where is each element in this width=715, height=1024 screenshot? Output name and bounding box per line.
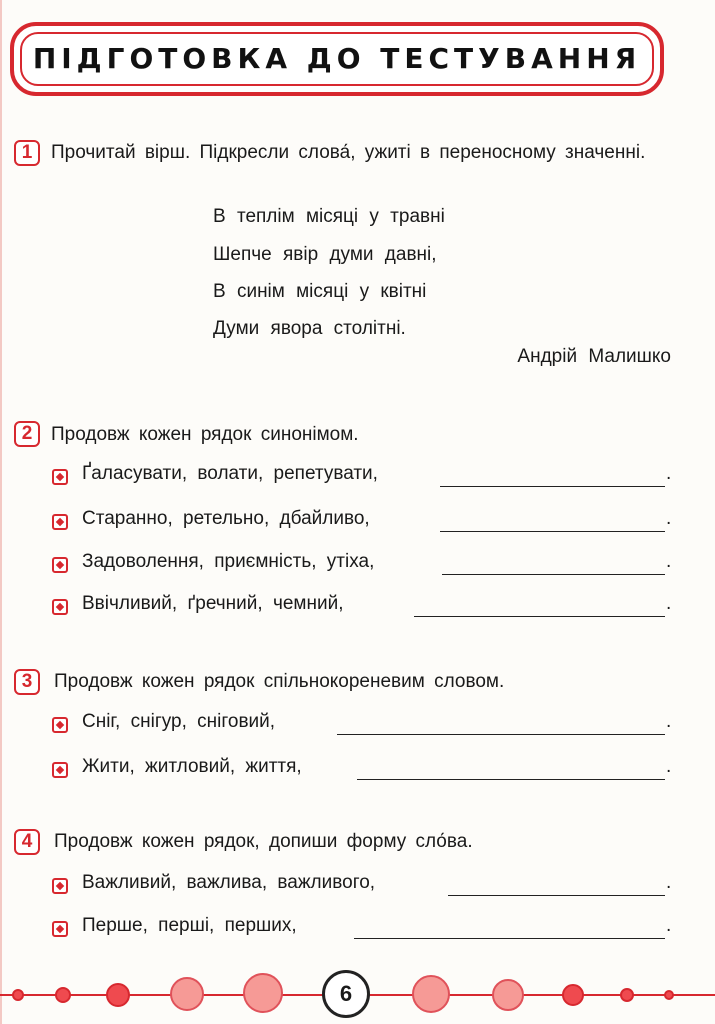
decor-dot <box>170 977 204 1011</box>
task-number: 4 <box>14 829 40 855</box>
answer-row <box>52 508 672 538</box>
decor-dot <box>55 987 71 1003</box>
row-prompt: Задоволення, приємність, утіха, <box>82 551 375 572</box>
bullet-icon <box>52 921 68 937</box>
bullet-icon <box>52 557 68 573</box>
answer-row <box>52 463 672 493</box>
task-instruction: Продовж кожен рядок синонімом. <box>51 424 359 445</box>
decor-dot <box>620 988 634 1002</box>
answer-row <box>52 872 672 902</box>
row-end-mark: . <box>666 872 672 893</box>
row-end-mark: . <box>666 508 672 529</box>
row-prompt: Ввічливий, ґречний, чемний, <box>82 593 344 614</box>
answer-blank[interactable] <box>440 531 665 532</box>
bullet-icon <box>52 514 68 530</box>
task-instruction: Прочитай вірш. Підкресли слова́, ужиті в переносному значенні. <box>51 142 646 163</box>
answer-blank[interactable] <box>337 734 665 735</box>
task-number: 2 <box>14 421 40 447</box>
answer-blank[interactable] <box>440 486 665 487</box>
decor-dot <box>106 983 130 1007</box>
decor-dot <box>243 973 283 1013</box>
poem-line: Шепче явір думи давні, <box>213 244 437 265</box>
answer-row <box>52 756 672 786</box>
task-instruction: Продовж кожен рядок, допиши форму сло́ва. <box>54 831 473 852</box>
bullet-icon <box>52 717 68 733</box>
page-number: 6 <box>322 970 370 1018</box>
answer-blank[interactable] <box>354 938 665 939</box>
decor-dot <box>562 984 584 1006</box>
row-prompt: Перше, перші, перших, <box>82 915 297 936</box>
task-instruction: Продовж кожен рядок спільнокореневим словом. <box>54 671 505 692</box>
header-banner <box>10 22 664 96</box>
decor-dot <box>412 975 450 1013</box>
row-prompt: Ґаласувати, волати, репетувати, <box>82 463 378 484</box>
row-end-mark: . <box>666 915 672 936</box>
decor-dot <box>12 989 24 1001</box>
task-number: 1 <box>14 140 40 166</box>
answer-row <box>52 915 672 945</box>
row-prompt: Жити, житловий, життя, <box>82 756 302 777</box>
answer-blank[interactable] <box>414 616 665 617</box>
decor-dot <box>664 990 674 1000</box>
answer-blank[interactable] <box>357 779 665 780</box>
bullet-icon <box>52 599 68 615</box>
poem-line: В синім місяці у квітні <box>213 281 427 302</box>
row-prompt: Старанно, ретельно, дбайливо, <box>82 508 370 529</box>
poem-line: Думи явора столітні. <box>213 318 406 339</box>
answer-row <box>52 551 672 581</box>
answer-row <box>52 593 672 623</box>
bullet-icon <box>52 762 68 778</box>
row-end-mark: . <box>666 551 672 572</box>
row-prompt: Сніг, снігур, сніговий, <box>82 711 276 732</box>
answer-blank[interactable] <box>448 895 665 896</box>
task-number: 3 <box>14 669 40 695</box>
row-end-mark: . <box>666 711 672 732</box>
row-end-mark: . <box>666 593 672 614</box>
decor-dot <box>492 979 524 1011</box>
answer-blank[interactable] <box>442 574 665 575</box>
bullet-icon <box>52 469 68 485</box>
page-title: ПІДГОТОВКА ДО ТЕСТУВАННЯ <box>32 42 642 75</box>
poem-author: Андрій Малишко <box>517 346 671 367</box>
poem-line: В теплім місяці у травні <box>213 206 445 227</box>
row-prompt: Важливий, важлива, важливого, <box>82 872 376 893</box>
bullet-icon <box>52 878 68 894</box>
answer-row <box>52 711 672 741</box>
row-end-mark: . <box>666 756 672 777</box>
row-end-mark: . <box>666 463 672 484</box>
